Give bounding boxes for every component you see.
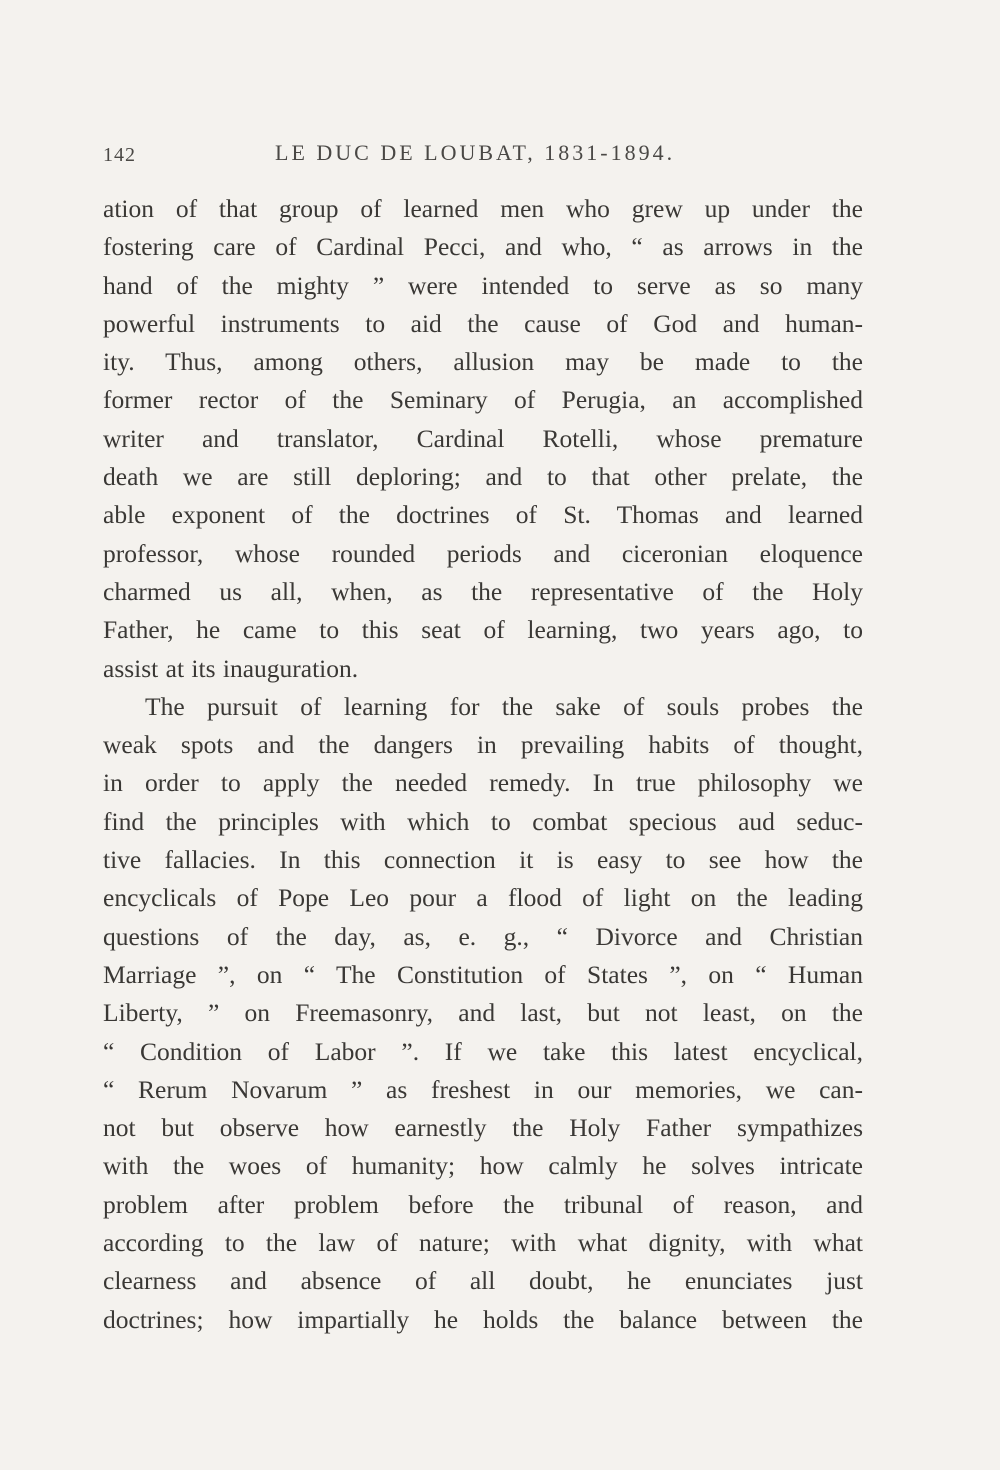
text-line: fostering care of Cardinal Pecci, and who, “ as arrows in the bbox=[103, 232, 863, 262]
text-line: charmed us all, when, as the representative of the Holy bbox=[103, 576, 863, 606]
text-line: death we are still deploring; and to that other prelate, the bbox=[103, 462, 863, 492]
text-line: with the woes of humanity; how calmly he solves intricate bbox=[103, 1151, 863, 1181]
page-number: 142 bbox=[103, 144, 136, 166]
text-line: not but observe how earnestly the Holy Father sympathizes bbox=[103, 1113, 863, 1143]
text-line: in order to apply the needed remedy. In true philosophy we bbox=[103, 768, 863, 798]
text-line: ation of that group of learned men who grew up under the bbox=[103, 194, 863, 223]
paragraph-first-line: The pursuit of learning for the sake of souls probes the bbox=[145, 691, 863, 721]
text-line: Father, he came to this seat of learning, two years ago, to bbox=[103, 615, 863, 645]
text-line: doctrines; how impartially he holds the balance between the bbox=[103, 1304, 863, 1334]
running-title: LE DUC DE LOUBAT, 1831-1894. bbox=[275, 140, 676, 165]
text-line: “ Rerum Novarum ” as freshest in our memories, we can- bbox=[103, 1074, 863, 1104]
text-line: professor, whose rounded periods and ciceronian eloquence bbox=[103, 538, 863, 568]
text-line: powerful instruments to aid the cause of God and human- bbox=[103, 308, 863, 338]
text-line: clearness and absence of all doubt, he enunciates just bbox=[103, 1266, 863, 1296]
text-line: former rector of the Seminary of Perugia, an accomplished bbox=[103, 385, 863, 415]
text-line: able exponent of the doctrines of St. Thomas and learned bbox=[103, 500, 863, 530]
text-line: questions of the day, as, e. g., “ Divorce and Christian bbox=[103, 921, 863, 951]
text-line: find the principles with which to combat specious aud seduc- bbox=[103, 806, 863, 836]
text-line: tive fallacies. In this connection it is easy to see how the bbox=[103, 845, 863, 875]
text-line: writer and translator, Cardinal Rotelli, whose premature bbox=[103, 423, 863, 453]
text-line: Liberty, ” on Freemasonry, and last, but not least, on the bbox=[103, 998, 863, 1028]
running-head bbox=[103, 140, 863, 174]
text-line: according to the law of nature; with what dignity, with what bbox=[103, 1228, 863, 1258]
text-line: weak spots and the dangers in prevailing habits of thought, bbox=[103, 730, 863, 760]
text-line: hand of the mighty ” were intended to serve as so many bbox=[103, 270, 863, 300]
text-line: assist at its inauguration. bbox=[103, 653, 359, 683]
text-line: encyclicals of Pope Leo pour a flood of light on the leading bbox=[103, 883, 863, 913]
text-line: Marriage ”, on “ The Constitution of States ”, on “ Human bbox=[103, 959, 863, 989]
text-line: “ Condition of Labor ”. If we take this latest encyclical, bbox=[103, 1036, 863, 1066]
text-line: problem after problem before the tribunal of reason, and bbox=[103, 1189, 863, 1219]
text-line: ity. Thus, among others, allusion may be made to the bbox=[103, 347, 863, 377]
body-text bbox=[103, 190, 863, 1339]
